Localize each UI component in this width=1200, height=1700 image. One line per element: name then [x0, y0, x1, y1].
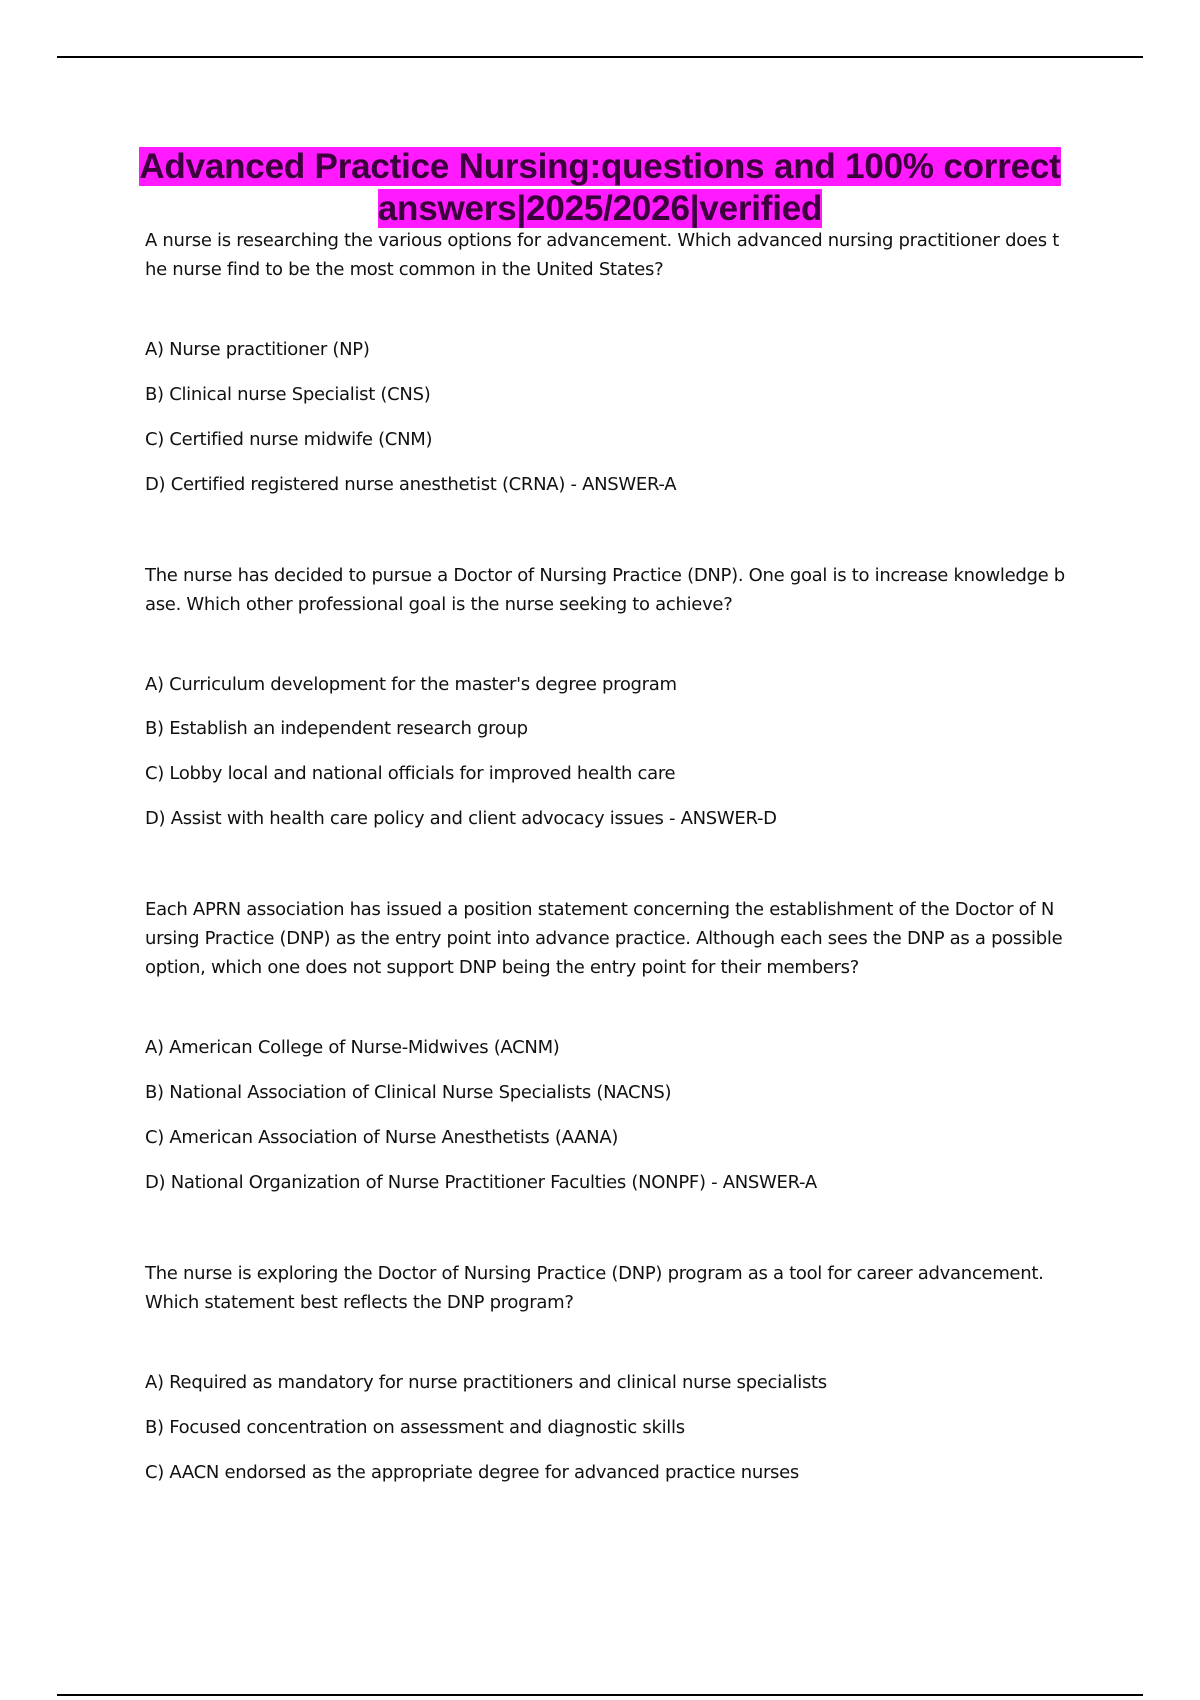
option-1d: D) Certified registered nurse anesthetist (CRNA) - ANSWER-A: [145, 474, 677, 495]
bottom-rule: [57, 1694, 1143, 1696]
question-1: A nurse is researching the various options for advancement. Which advanced nursing practitioner does the nurse find to be the most common in the United States?: [145, 230, 1059, 280]
document-body: [145, 226, 1065, 1485]
top-rule: [57, 56, 1143, 58]
option-2b: B) Establish an independent research group: [145, 718, 528, 739]
option-4a: A) Required as mandatory for nurse practitioners and clinical nurse specialists: [145, 1372, 827, 1393]
option-4c: C) AACN endorsed as the appropriate degree for advanced practice nurses: [145, 1462, 799, 1483]
option-4b: B) Focused concentration on assessment and diagnostic skills: [145, 1417, 685, 1438]
options-2: [145, 673, 1065, 831]
option-2a: A) Curriculum development for the master's degree program: [145, 674, 677, 695]
option-3b: B) National Association of Clinical Nurse Specialists (NACNS): [145, 1082, 672, 1103]
option-2c: C) Lobby local and national officials for improved health care: [145, 763, 676, 784]
question-2: The nurse has decided to pursue a Doctor of Nursing Practice (DNP). One goal is to increase knowledge base. Which other professional goal is the nurse seeking to achieve?: [145, 565, 1065, 615]
question-4: The nurse is exploring the Doctor of Nursing Practice (DNP) program as a tool for career advancement. Which statement best reflects the DNP program?: [145, 1263, 1044, 1313]
document-title: Advanced Practice Nursing:questions and 100% correct answers|2025/2026|verified: [139, 147, 1061, 228]
option-3d: D) National Organization of Nurse Practitioner Faculties (NONPF) - ANSWER-A: [145, 1172, 817, 1193]
option-3a: A) American College of Nurse-Midwives (ACNM): [145, 1037, 560, 1058]
option-3c: C) American Association of Nurse Anesthetists (AANA): [145, 1127, 619, 1148]
options-1: [145, 338, 1065, 497]
option-2d: D) Assist with health care policy and client advocacy issues - ANSWER-D: [145, 808, 777, 829]
options-4: [145, 1371, 1065, 1485]
option-1b: B) Clinical nurse Specialist (CNS): [145, 384, 431, 405]
question-3: Each APRN association has issued a position statement concerning the establishment of the Doctor of Nursing Practice (DNP) as the entry point into advance practice. Although each sees the DNP as a possible option, which one does not support DNP being the entry point for their members?: [145, 899, 1063, 978]
options-3: [145, 1036, 1065, 1195]
option-1c: C) Certified nurse midwife (CNM): [145, 429, 433, 450]
option-1a: A) Nurse practitioner (NP): [145, 339, 370, 360]
title-block: [0, 146, 1200, 230]
